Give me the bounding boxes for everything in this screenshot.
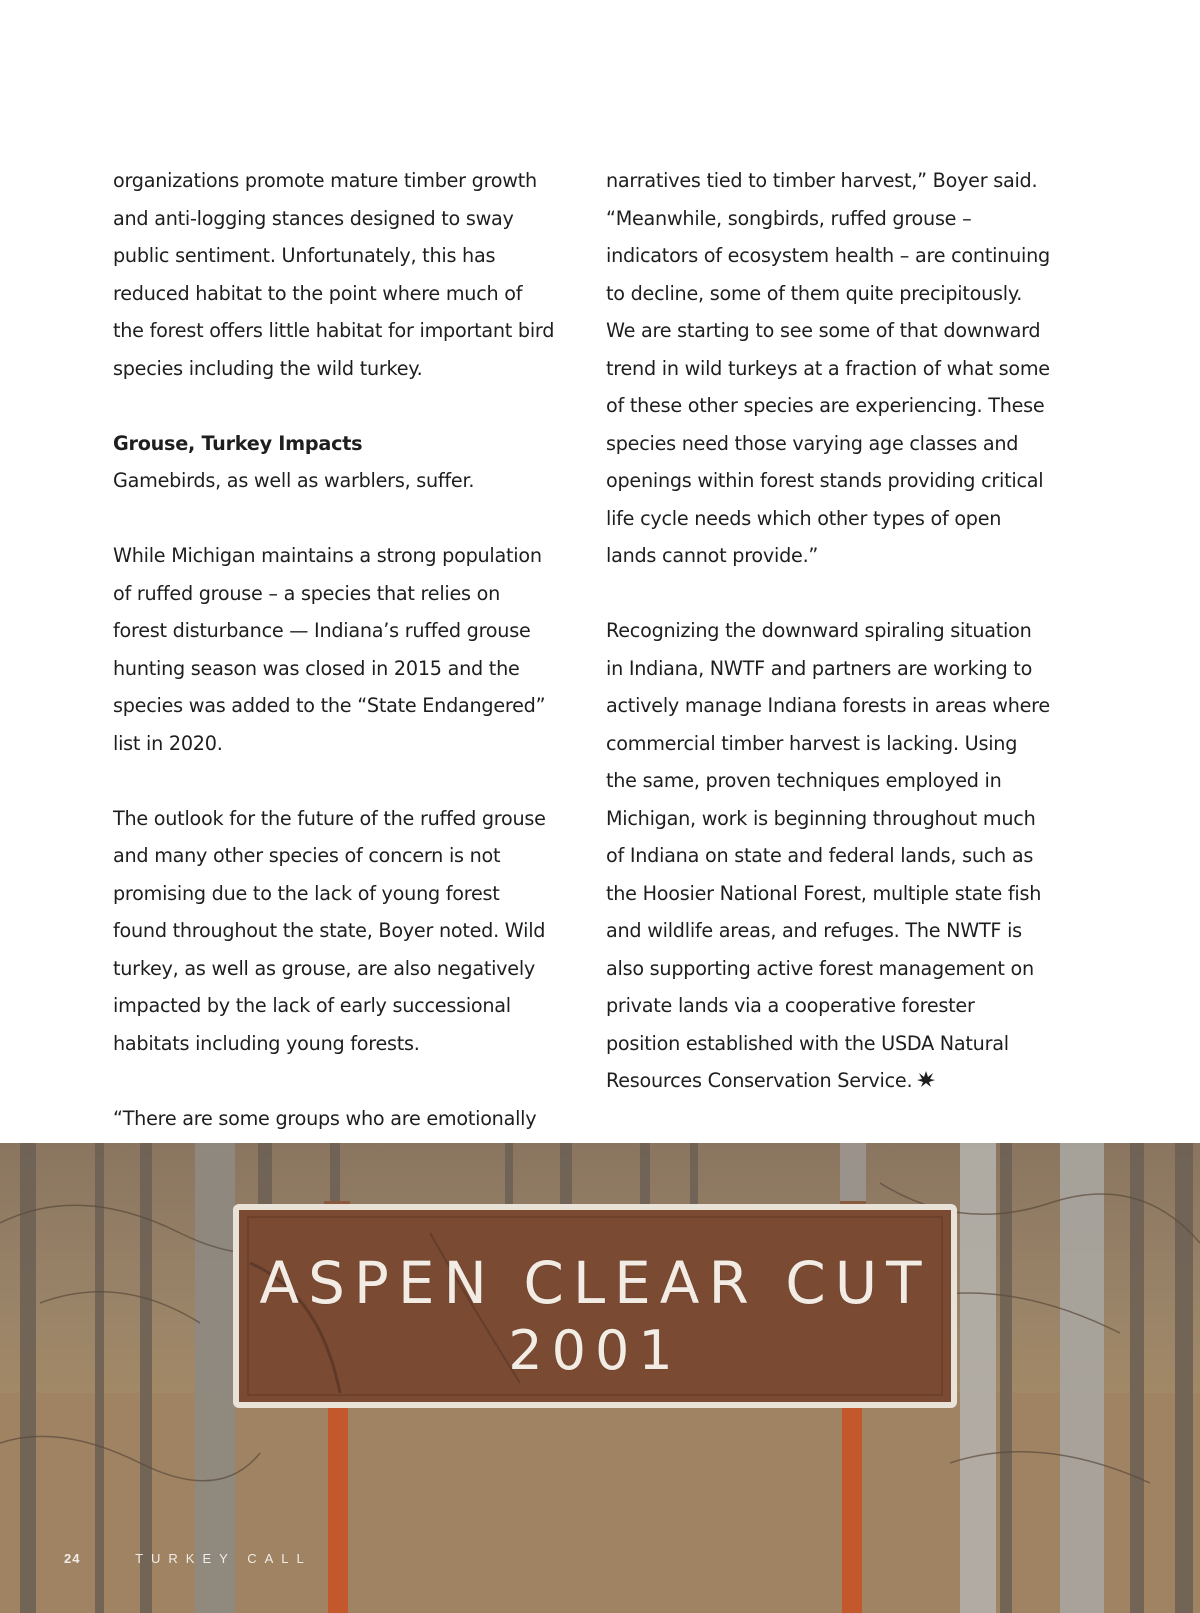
article-body [113, 162, 1050, 1212]
right-paragraph-2 [606, 612, 1050, 1102]
magazine-name: TURKEY CALL [135, 1551, 312, 1566]
left-column [113, 162, 555, 1212]
page-number: 24 [64, 1551, 81, 1566]
right-column [606, 162, 1050, 1212]
left-post [328, 1403, 348, 1613]
right-post [842, 1403, 862, 1613]
left-paragraph-3: While Michigan maintains a strong population of ruffed grouse – a species that relies on forest disturbance — Indiana’s ruffed grouse hunting season was closed in 2015 and the species was added to the “State Endangered” list in 2020. [113, 544, 546, 755]
section-heading: Grouse, Turkey Impacts [113, 431, 363, 455]
turkey-end-mark-icon [916, 1064, 936, 1102]
left-paragraph-5: “There are some groups who are emotionally [113, 1106, 537, 1130]
aspen-clear-cut-photo [0, 1143, 1200, 1613]
left-paragraph-2: Gamebirds, as well as warblers, suffer. [113, 469, 475, 492]
right-paragraph-2-text: Recognizing the downward spiraling situation in Indiana, NWTF and partners are working to actively manage Indiana forests in areas where commercial timber harvest is lacking. Using the same, proven techniques employed in Michigan, work is beginning throughout much of Indiana on state and federal lands, such as the Hoosier National Forest, multiple state fish and wildlife areas, and refuges. The NWTF is also supporting active forest management on private lands via a cooperative forester position established with the USDA Natural Resources Conservation Service. [606, 619, 1050, 1092]
left-paragraph-4: The outlook for the future of the ruffed grouse and many other species of concern is not promising due to the lack of young forest found throughout the state, Boyer noted. Wild turkey, as well as grouse, are also negatively impacted by the lack of early successional habitats including young forests. [113, 806, 546, 1055]
sign-line-2: 2001 [508, 1319, 682, 1382]
right-paragraph-1: narratives tied to timber harvest,” Boyer said. “Meanwhile, songbirds, ruffed grouse – indicators of ecosystem health – are continuing to decline, some of them quite precipitously. We are starting to see some of that downward trend in wild turkeys at a fraction of what some of these other species are experiencing. These species need those varying age classes and openings within forest stands providing critical life cycle needs which other types of open lands cannot provide.” [606, 169, 1050, 567]
sign-line-1: ASPEN CLEAR CUT [259, 1249, 931, 1317]
left-paragraph-1: organizations promote mature timber growth and anti-logging stances designed to sway public sentiment. Unfortunately, this has reduced habitat to the point where much of the forest offers little habitat for important bird species including the wild turkey. [113, 169, 555, 380]
page-footer [64, 1551, 312, 1566]
